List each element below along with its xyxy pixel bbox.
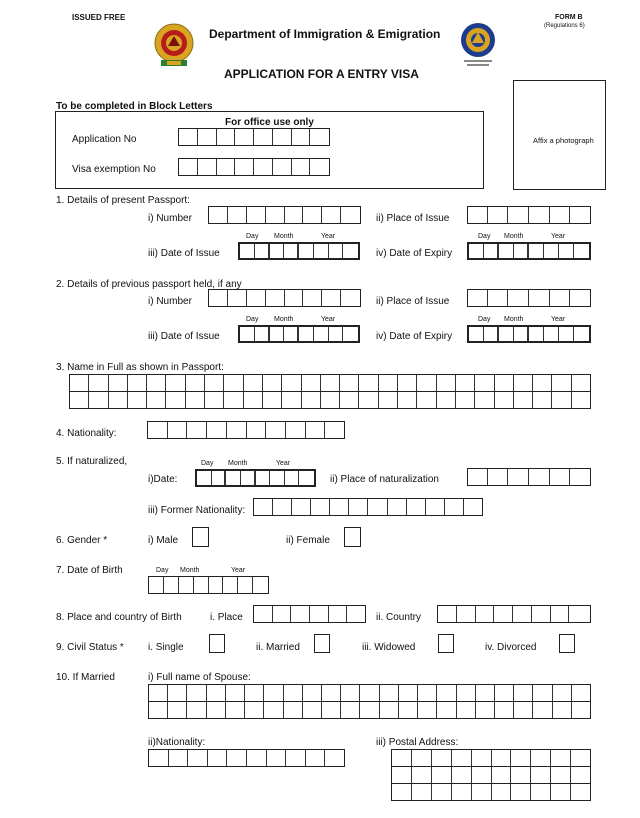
s6-male-label: i) Male [148,535,179,546]
section7-heading: 7. Date of Birth [56,565,123,576]
married-checkbox[interactable] [314,634,330,653]
s5-year-label: Year [276,460,291,467]
issued-free-label: ISSUED FREE [72,13,126,22]
photo-box[interactable] [513,80,606,190]
section6-heading: 6. Gender * [56,535,108,546]
s1-expiry-year-label: Year [551,233,566,240]
s10-spouse-row1[interactable] [148,684,591,702]
s10-nationality-field[interactable] [148,749,345,767]
s9-divorced-label: iv. Divorced [485,642,537,653]
s5-month-label: Month [228,460,248,467]
s2-date-expiry-field[interactable] [467,325,591,343]
s1-date-issue-label: iii) Date of Issue [148,248,220,259]
s4-nationality-field[interactable] [147,421,345,439]
photo-label: Affix a photograph [533,136,594,145]
s5-date-label: i)Date: [148,474,178,485]
s5-former-label: iii) Former Nationality: [148,505,246,516]
s1-number-label: i) Number [148,213,192,224]
s8-country-field[interactable] [437,605,591,623]
s2-number-label: i) Number [148,296,192,307]
sri-lanka-emblem-icon [153,22,195,68]
s7-month-label: Month [180,567,200,574]
s1-issue-year-label: Year [321,233,336,240]
s2-place-label: ii) Place of Issue [376,296,450,307]
s7-year-label: Year [231,567,246,574]
s1-expiry-month-label: Month [504,233,524,240]
application-no-field[interactable] [178,128,330,146]
s10-nationality-label: ii)Nationality: [148,737,206,748]
s2-date-issue-field[interactable] [238,325,360,343]
s10-spouse-label: i) Full name of Spouse: [148,672,251,683]
form-title: APPLICATION FOR A ENTRY VISA [224,67,419,81]
section8-heading: 8. Place and country of Birth [56,612,182,623]
widowed-checkbox[interactable] [438,634,454,653]
divorced-checkbox[interactable] [559,634,575,653]
s5-date-field[interactable] [195,469,316,487]
s2-expiry-day-label: Day [478,316,491,323]
section1-heading: 1. Details of present Passport: [56,195,190,206]
s8-place-field[interactable] [253,605,366,623]
s1-place-field[interactable] [467,206,591,224]
s9-single-label: i. Single [148,642,184,653]
s5-day-label: Day [201,460,214,467]
s1-expiry-day-label: Day [478,233,491,240]
male-checkbox[interactable] [192,527,209,547]
immigration-emblem-icon [458,20,498,70]
s3-name-row1[interactable] [69,374,591,392]
s7-day-label: Day [156,567,169,574]
s1-place-label: ii) Place of Issue [376,213,450,224]
application-no-label: Application No [72,134,137,145]
s2-date-expiry-label: iv) Date of Expiry [376,331,453,342]
s1-issue-month-label: Month [274,233,294,240]
section9-heading: 9. Civil Status * [56,642,124,653]
s8-place-label: i. Place [210,612,243,623]
s9-married-label: ii. Married [256,642,300,653]
visa-exemption-field[interactable] [178,158,330,176]
s2-issue-day-label: Day [246,316,259,323]
s10-postal-row2[interactable] [391,766,591,784]
s2-expiry-month-label: Month [504,316,524,323]
section3-heading: 3. Name in Full as shown in Passport: [56,362,224,373]
s1-date-expiry-field[interactable] [467,242,591,260]
s1-issue-day-label: Day [246,233,259,240]
section2-heading: 2. Details of previous passport held, if any [56,279,242,290]
s5-place-label: ii) Place of naturalization [330,474,439,485]
female-checkbox[interactable] [344,527,361,547]
form-number: FORM B [555,14,583,21]
section5-heading: 5. If naturalized, [56,456,128,467]
s8-country-label: ii. Country [376,612,422,623]
s10-spouse-row2[interactable] [148,701,591,719]
s10-postal-row1[interactable] [391,749,591,767]
single-checkbox[interactable] [209,634,225,653]
s2-issue-year-label: Year [321,316,336,323]
s10-postal-label: iii) Postal Address: [376,737,459,748]
s2-date-issue-label: iii) Date of Issue [148,331,220,342]
s2-number-field[interactable] [208,289,361,307]
s5-place-field[interactable] [467,468,591,486]
s1-date-expiry-label: iv) Date of Expiry [376,248,453,259]
s3-name-row2[interactable] [69,391,591,409]
s2-expiry-year-label: Year [551,316,566,323]
s2-place-field[interactable] [467,289,591,307]
section4-heading: 4. Nationality: [56,428,117,439]
s2-issue-month-label: Month [274,316,294,323]
s6-female-label: ii) Female [286,535,330,546]
regulation-note: (Regulations 6) [544,23,585,29]
s10-postal-row3[interactable] [391,783,591,801]
visa-exemption-label: Visa exemption No [72,164,156,175]
office-use-heading: For office use only [225,117,314,128]
s7-dob-field[interactable] [148,576,269,594]
s1-date-issue-field[interactable] [238,242,360,260]
department-name: Department of Immigration & Emigration [209,27,441,41]
block-letters-note: To be completed in Block Letters [56,101,213,112]
s5-former-field[interactable] [253,498,483,516]
s9-widowed-label: iii. Widowed [362,642,416,653]
s1-number-field[interactable] [208,206,361,224]
section10-heading: 10. If Married [56,672,115,683]
